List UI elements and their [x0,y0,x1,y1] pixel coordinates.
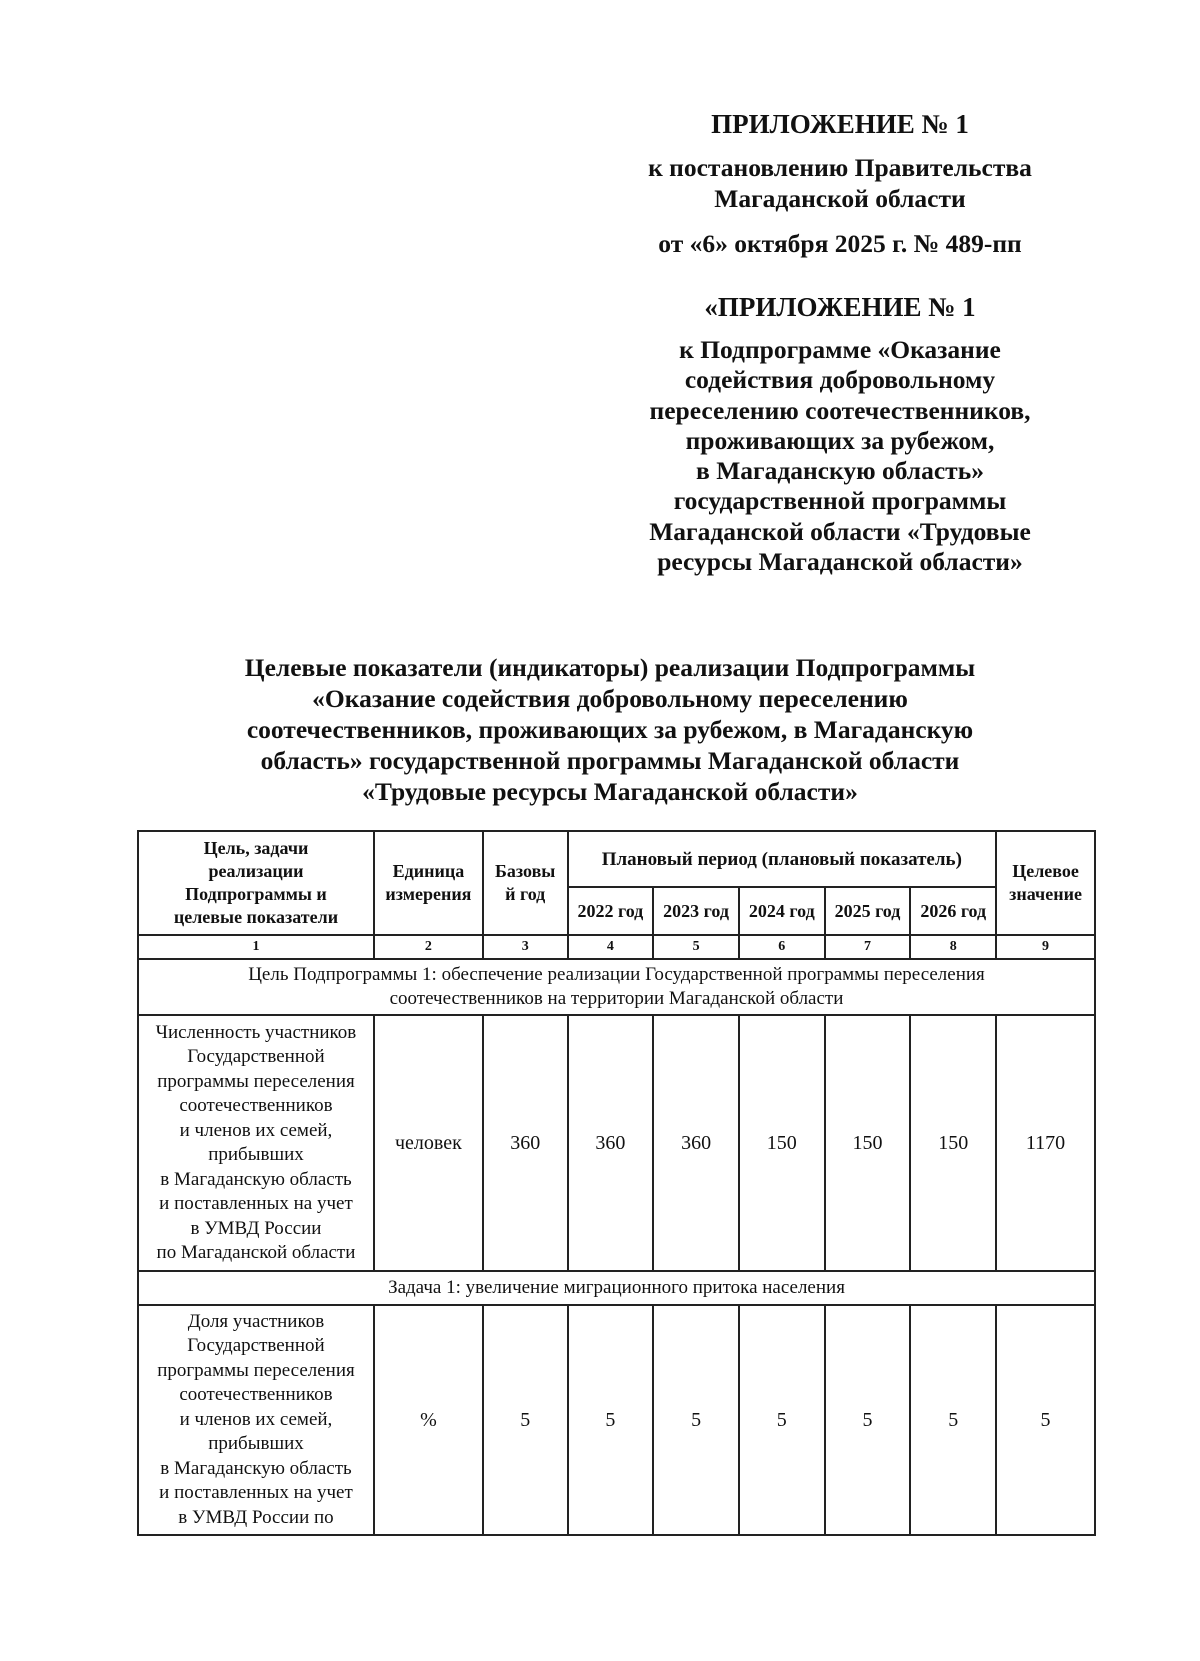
header-year-2026: 2026 год [910,887,996,935]
subprogram-ref-line: проживающих за рубежом, [685,425,995,455]
decree-date: от «6» октября 2025 г. № 489-пп [658,229,1022,258]
subprogram-reference [590,335,1090,577]
indicator-description: Доля участников Государственной программы переселения соотечественников и членов их семей, прибывших в Магаданскую область и поставленных на учет в УМВД России по [138,1305,374,1535]
header-unit: Единица измерения [374,831,483,935]
value-2023: 360 [653,1015,739,1271]
task-section-row: Задача 1: увеличение миграционного притока населения [138,1271,1095,1305]
subprogram-ref-line: государственной программы [673,486,1007,516]
inner-appendix-title: «ПРИЛОЖЕНИЕ № 1 [704,292,976,322]
subprogram-ref-line: содействия добровольному [684,365,996,395]
value-2022: 360 [568,1015,654,1271]
indicator-description: Численность участников Государственной программы переселения соотечественников и членов их семей, прибывших в Магаданскую область и поставленных на учет в УМВД России по Магаданской области [138,1015,374,1271]
value-2025: 5 [825,1305,911,1535]
header-base-year: Базовы й год [483,831,568,935]
header-year-2023: 2023 год [653,887,739,935]
title-line: соотечественников, проживающих за рубежом, в Магаданскую [246,715,974,744]
subprogram-ref-line: в Магаданскую область» [696,456,984,486]
value-2025: 150 [825,1015,911,1271]
appendix-title: ПРИЛОЖЕНИЕ № 1 [711,109,969,139]
goal-section-line: Цель Подпрограммы 1: обеспечение реализации Государственной программы переселения [248,964,985,985]
column-number: 4 [568,935,654,959]
column-number: 9 [996,935,1095,959]
indicators-table [137,830,1096,1536]
value-2026: 5 [910,1305,996,1535]
decree-line-1: к постановлению Правительства [648,153,1032,182]
column-number: 6 [739,935,825,959]
unit-cell: % [374,1305,483,1535]
header-year-2024: 2024 год [739,887,825,935]
target-value-cell: 5 [996,1305,1095,1535]
value-2026: 150 [910,1015,996,1271]
subprogram-ref-line: переселению соотечественников, [649,395,1031,425]
subprogram-ref-line: Магаданской области «Трудовые [649,516,1031,546]
header-year-2022: 2022 год [568,887,654,935]
column-number: 2 [374,935,483,959]
column-number: 1 [138,935,374,959]
value-2022: 5 [568,1305,654,1535]
document-title [170,652,1050,807]
title-line: область» государственной программы Магаданской области [260,746,960,775]
column-number: 7 [825,935,911,959]
column-number: 5 [653,935,739,959]
column-number: 3 [483,935,568,959]
title-line: «Оказание содействия добровольному переселению [312,684,908,713]
header-target: Целевое значение [996,831,1095,935]
decree-line-2: Магаданской области [714,184,966,213]
base-value-cell: 360 [483,1015,568,1271]
goal-section-line: соотечественников на территории Магаданской области [389,988,844,1009]
subprogram-ref-line: ресурсы Магаданской области» [657,547,1023,577]
header-planned-period: Плановый период (плановый показатель) [568,831,997,887]
value-2024: 150 [739,1015,825,1271]
title-line: Целевые показатели (индикаторы) реализации Подпрограммы [244,653,976,682]
table-row [138,1015,1095,1271]
title-line: «Трудовые ресурсы Магаданской области» [362,777,858,806]
header-goal: Цель, задачи реализации Подпрограммы и целевые показатели [138,831,374,935]
column-number-row [138,935,1095,959]
goal-section-row [138,959,1095,1015]
column-number: 8 [910,935,996,959]
base-value-cell: 5 [483,1305,568,1535]
table-row [138,1305,1095,1535]
value-2024: 5 [739,1305,825,1535]
unit-cell: человек [374,1015,483,1271]
value-2023: 5 [653,1305,739,1535]
subprogram-ref-line: к Подпрограмме «Оказание [679,335,1001,364]
header-year-2025: 2025 год [825,887,911,935]
target-value-cell: 1170 [996,1015,1095,1271]
